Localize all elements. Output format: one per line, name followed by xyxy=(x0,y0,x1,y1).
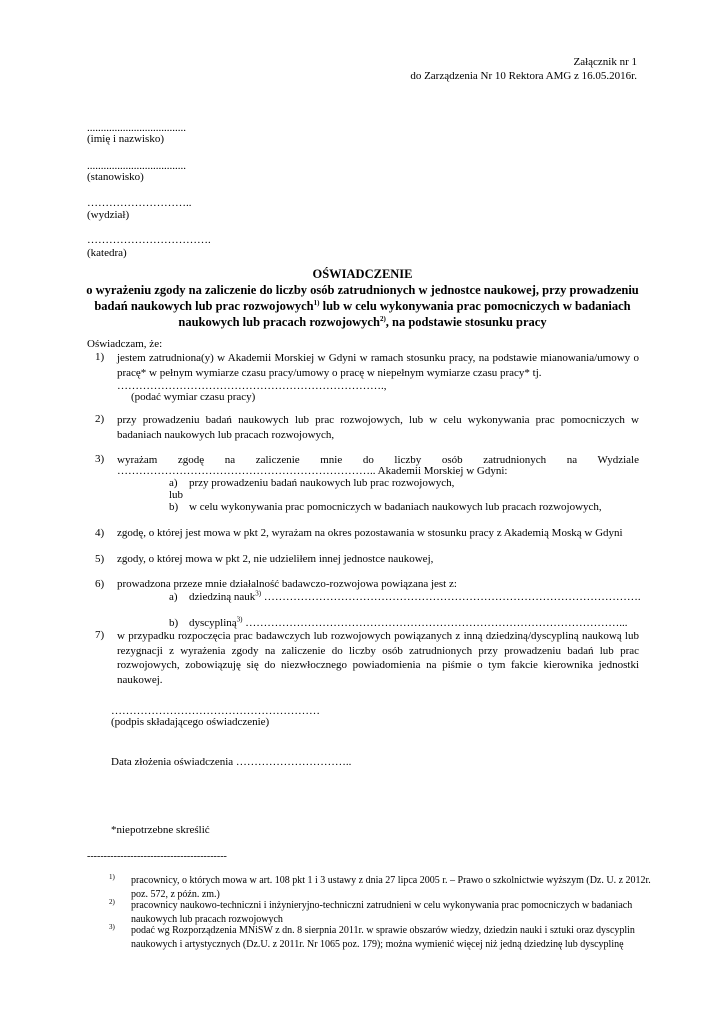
item-6a-field: dziedziną nauk$^{3)}$ …………………………………………………………………………………………. xyxy=(189,589,641,603)
attachment-reference: do Zarządzenia Nr 10 Rektora AMG z 16.05.2016r. xyxy=(410,70,637,82)
item-7-number: 7) xyxy=(95,629,105,641)
item-2-number: 2) xyxy=(95,413,105,425)
title-line-3: naukowych lub pracach rozwojowych$^{2)}$, na podstawie stosunku pracy xyxy=(178,314,547,329)
item-3a-label: a) xyxy=(169,477,178,489)
signature-label: (podpis składającego oświadczenie) xyxy=(111,716,270,728)
item-1-text: jestem zatrudniona(y) w Akademii Morskiej w Gdyni w ramach stosunku pracy, na podstawie mianowania/umowy o pracę* w pełnym wymiarze czasu pracy/umowy o pracę w niepełnym wymiarze czasu pracy* tj. xyxy=(117,352,639,379)
item-6b-field: dyscypliną$^{3)}$ …………………………………………………………………………………………... xyxy=(189,615,628,629)
item-3b-text: w celu wykonywania prac pomocniczych w badaniach naukowych lub pracach rozwojowych, xyxy=(189,501,602,513)
item-7-text: w przypadku rozpoczęcia prac badawczych lub rozwojowych powiązanych z inną dziedziną/dyscypliną naukową lub rezygnacji z wyrażenia zgody na zaliczenie do liczby osób zatrudnionych przy prowadzeniu badań lub prac rozwojowych, zobowiązuję się do niezwłocznego powiadomienia na piśmie o tym fakcie kierownika jednostki naukowej. xyxy=(117,630,639,686)
item-3-number: 3) xyxy=(95,453,105,465)
item-6a-label: a) xyxy=(169,591,178,603)
department-dots: ……………………………. xyxy=(87,234,211,246)
department-label: (katedra) xyxy=(87,247,127,259)
attachment-number: Załącznik nr 1 xyxy=(573,56,637,68)
position-dots: .................................... xyxy=(87,160,186,172)
item-5-text: zgody, o której mowa w pkt 2, nie udzieliłem innej jednostce naukowej, xyxy=(117,553,434,565)
footnote-3: podać wg Rozporządzenia MNiSW z dn. 8 sierpnia 2011r. w sprawie obszarów wiedzy, dziedzin nauki i sztuki oraz dyscyplin naukowych i artystycznych (Dz.U. z 2011r. Nr 1065 poz. 179); można wymienić więcej niż jedną dziedzinę lub dyscyplinę xyxy=(131,925,635,950)
item-3-or: lub xyxy=(169,489,184,501)
item-2-text: przy prowadzeniu badań naukowych lub prac rozwojowych, lub w celu wykonywania prac pomocniczych w badaniach naukowych lub pracach rozwojowych, xyxy=(117,414,639,441)
strike-note: *niepotrzebne skreślić xyxy=(111,824,210,836)
submission-date: Data złożenia oświadczenia ………………………….. xyxy=(111,756,352,768)
item-6b-label: b) xyxy=(169,617,179,629)
item-3b-label: b) xyxy=(169,501,179,513)
footnote-2: pracownicy naukowo-techniczni i inżynieryjno-techniczni zatrudnieni w celu wykonywania prac pomocniczych w badaniach naukowych lub pracach rozwojowych xyxy=(131,900,633,925)
item-6-number: 6) xyxy=(95,578,105,590)
name-label: (imię i nazwisko) xyxy=(87,133,164,145)
item-1-number: 1) xyxy=(95,351,105,363)
item-4-number: 4) xyxy=(95,527,105,539)
item-3a-text: przy prowadzeniu badań naukowych lub prac rozwojowych, xyxy=(189,477,455,489)
faculty-dots: ……………………….. xyxy=(87,197,192,209)
position-label: (stanowisko) xyxy=(87,171,144,183)
title-line-2: badań naukowych lub prac rozwojowych$^{1)}$ lub w celu wykonywania prac pomocniczych w badaniach xyxy=(94,298,631,313)
item-6-text: prowadzona przeze mnie działalność badawczo-rozwojowa powiązana jest z: xyxy=(117,578,457,590)
item-1-caption: (podać wymiar czasu pracy) xyxy=(131,391,256,403)
item-3-text: wyrażam zgodę na zaliczenie mnie do liczby osób zatrudnionych na Wydziale xyxy=(117,454,639,466)
document-title: OŚWIADCZENIE xyxy=(312,267,413,281)
item-5-number: 5) xyxy=(95,553,105,565)
item-1-dots: ………………………………………………………………., xyxy=(117,380,387,392)
footnote-ref: 2) xyxy=(379,314,386,323)
item-4-text: zgodę, o której jest mowa w pkt 2, wyrażam na okres pozostawania w stosunku pracy z Akademią Moską w Gdyni xyxy=(117,527,623,539)
statement-intro: Oświadczam, że: xyxy=(87,338,163,350)
footnote-2-number: 2) xyxy=(109,898,115,906)
title-line-1: o wyrażeniu zgody na zaliczenie do liczby osób zatrudnionych w jednostce naukowej, przy prowadzeniu xyxy=(86,283,639,297)
footnote-ref: 1) xyxy=(313,298,320,307)
footnote-separator: ------------------------------------------ xyxy=(87,851,227,862)
item-3-faculty-line: …………………………………………………………….. Akademii Morskiej w Gdyni: xyxy=(117,465,508,477)
name-dots: .................................... xyxy=(87,122,186,134)
signature-dots: ………………………………………………… xyxy=(111,705,320,717)
footnote-3-number: 3) xyxy=(109,923,115,931)
faculty-label: (wydział) xyxy=(87,209,130,221)
footnote-1: pracownicy, o których mowa w art. 108 pkt 1 i 3 ustawy z dnia 27 lipca 2005 r. – Prawo o szkolnictwie wyższym (Dz. U. z 2012r. poz. 572, z późn. zm.) xyxy=(131,875,651,900)
footnote-1-number: 1) xyxy=(109,873,115,881)
